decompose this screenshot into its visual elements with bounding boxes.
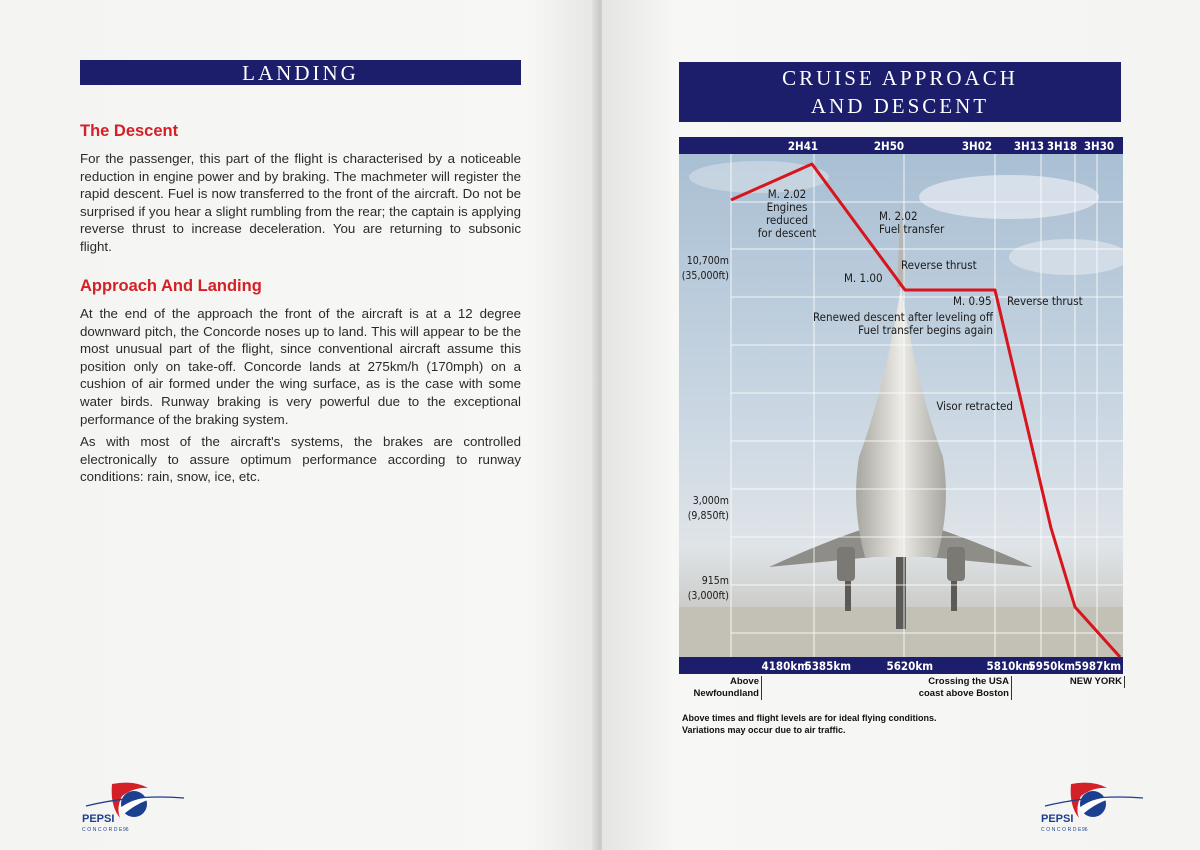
altitude-label-1: 3,000m [692, 495, 729, 507]
brakes-paragraph: As with most of the aircraft's systems, the brakes are controlled electronically to assure optimum performance according to runway conditions: rain, snow, ice, etc. [80, 434, 521, 485]
annotation-5-line-0: Reverse thrust [1007, 294, 1083, 308]
right-page [602, 0, 1200, 850]
annotation-0-line-1: Engines [766, 200, 808, 214]
place-label-0-line-1: Above [729, 676, 759, 687]
place-label-2-line-1: NEW YORK [1069, 676, 1122, 687]
distance-tick-1: 5385km [804, 659, 851, 673]
annotation-0-line-2: reduced [765, 213, 809, 227]
time-tick-0: 2H41 [787, 139, 819, 153]
cloud-1 [919, 175, 1099, 219]
pepsi-concorde-logo-right [1035, 778, 1145, 834]
time-tick-1: 2H50 [873, 139, 905, 153]
pepsi-concorde-logo [76, 778, 186, 834]
place-label-1-line-1: Crossing the USA [928, 676, 1009, 687]
annotation-7-line-0: Visor retracted [936, 399, 1013, 413]
descent-heading: The Descent [80, 122, 179, 140]
distance-tick-3: 5810km [986, 659, 1033, 673]
annotation-6-line-1: Fuel transfer begins again [858, 323, 993, 337]
banner-line-1: CRUISE APPROACH [782, 66, 1018, 90]
distance-tick-2: 5620km [886, 659, 933, 673]
annotation-6-line-0: Renewed descent after leveling off [812, 310, 993, 324]
place-labels [679, 674, 1123, 704]
descent-profile-chart [679, 137, 1123, 674]
altitude-label-ft-0: (35,000ft) [681, 270, 729, 282]
distance-tick-0: 4180km [761, 659, 808, 673]
time-tick-2: 3H02 [961, 139, 993, 153]
place-label-1-line-2: coast above Boston [918, 688, 1009, 699]
right-engine-nacelle [947, 547, 965, 581]
place-label-0-line-2: Newfoundland [693, 688, 759, 699]
altitude-label-ft-2: (3,000ft) [687, 590, 729, 602]
altitude-label-0: 10,700m [686, 255, 729, 267]
note-line-1: Above times and flight levels are for ideal flying conditions. [682, 713, 937, 723]
logo-year-text: 96 [1082, 827, 1088, 833]
cruise-approach-banner [679, 62, 1121, 122]
place-label-2 [1039, 676, 1125, 688]
annotation-4-line-0: M. 0.95 [953, 294, 992, 308]
logo-pepsi-text: PEPSI [82, 813, 115, 825]
left-engine-nacelle [837, 547, 855, 581]
note-line-2: Variations may occur due to air traffic. [682, 725, 846, 735]
chart-svg [679, 137, 1123, 674]
altitude-label-2: 915m [701, 575, 729, 587]
approach-landing-heading: Approach And Landing [80, 277, 262, 295]
logo-pepsi-text: PEPSI [1041, 813, 1074, 825]
approach-paragraph: At the end of the approach the front of the aircraft is at a 12 degree downward pitch, the Concorde noses up to land. This will appear to be the most unusual part of the flight, since conventional aircraft assume this position only on take-off. Concorde lands at 275km/h (170mph) on a cushion of air formed under the wing surface, as is the case with some water birds. Runway braking is very powerful due to the exceptional performance of the braking system. [80, 306, 521, 427]
left-page [0, 0, 598, 850]
annotation-2-line-0: Reverse thrust [901, 258, 977, 272]
logo-year-text: 96 [123, 827, 129, 833]
logo-concorde-text: CONCORDE [1041, 827, 1083, 833]
annotation-1-line-0: M. 2.02 [879, 209, 918, 223]
annotation-3-line-0: M. 1.00 [844, 271, 883, 285]
landing-banner: LANDING [80, 60, 521, 85]
distance-tick-4: 5950km [1028, 659, 1075, 673]
time-tick-3: 3H13 [1013, 139, 1045, 153]
banner-line-2: AND DESCENT [810, 94, 990, 118]
altitude-label-ft-1: (9,850ft) [687, 510, 729, 522]
annotation-0-line-0: M. 2.02 [767, 187, 807, 201]
descent-paragraph: For the passenger, this part of the flight is characterised by a noticeable reduction in engine power and by braking. The machmeter will register the rapid descent. Fuel is now transferred to the front of the aircraft. Do not be surprised if you hear a slight rumbling from the rear; the captain is applying reverse thrust to increase deceleration. You are returning to subsonic flight. [80, 151, 521, 254]
logo-concorde-text: CONCORDE [82, 827, 124, 833]
annotation-1-line-1: Fuel transfer [879, 222, 945, 236]
flight-conditions-note [682, 712, 937, 736]
annotation-0-line-3: for descent [757, 226, 817, 240]
distance-tick-5: 5987km [1074, 659, 1121, 673]
time-tick-5: 3H30 [1083, 139, 1115, 153]
time-tick-4: 3H18 [1046, 139, 1078, 153]
place-label-1 [799, 676, 1012, 700]
place-label-0 [679, 676, 762, 700]
